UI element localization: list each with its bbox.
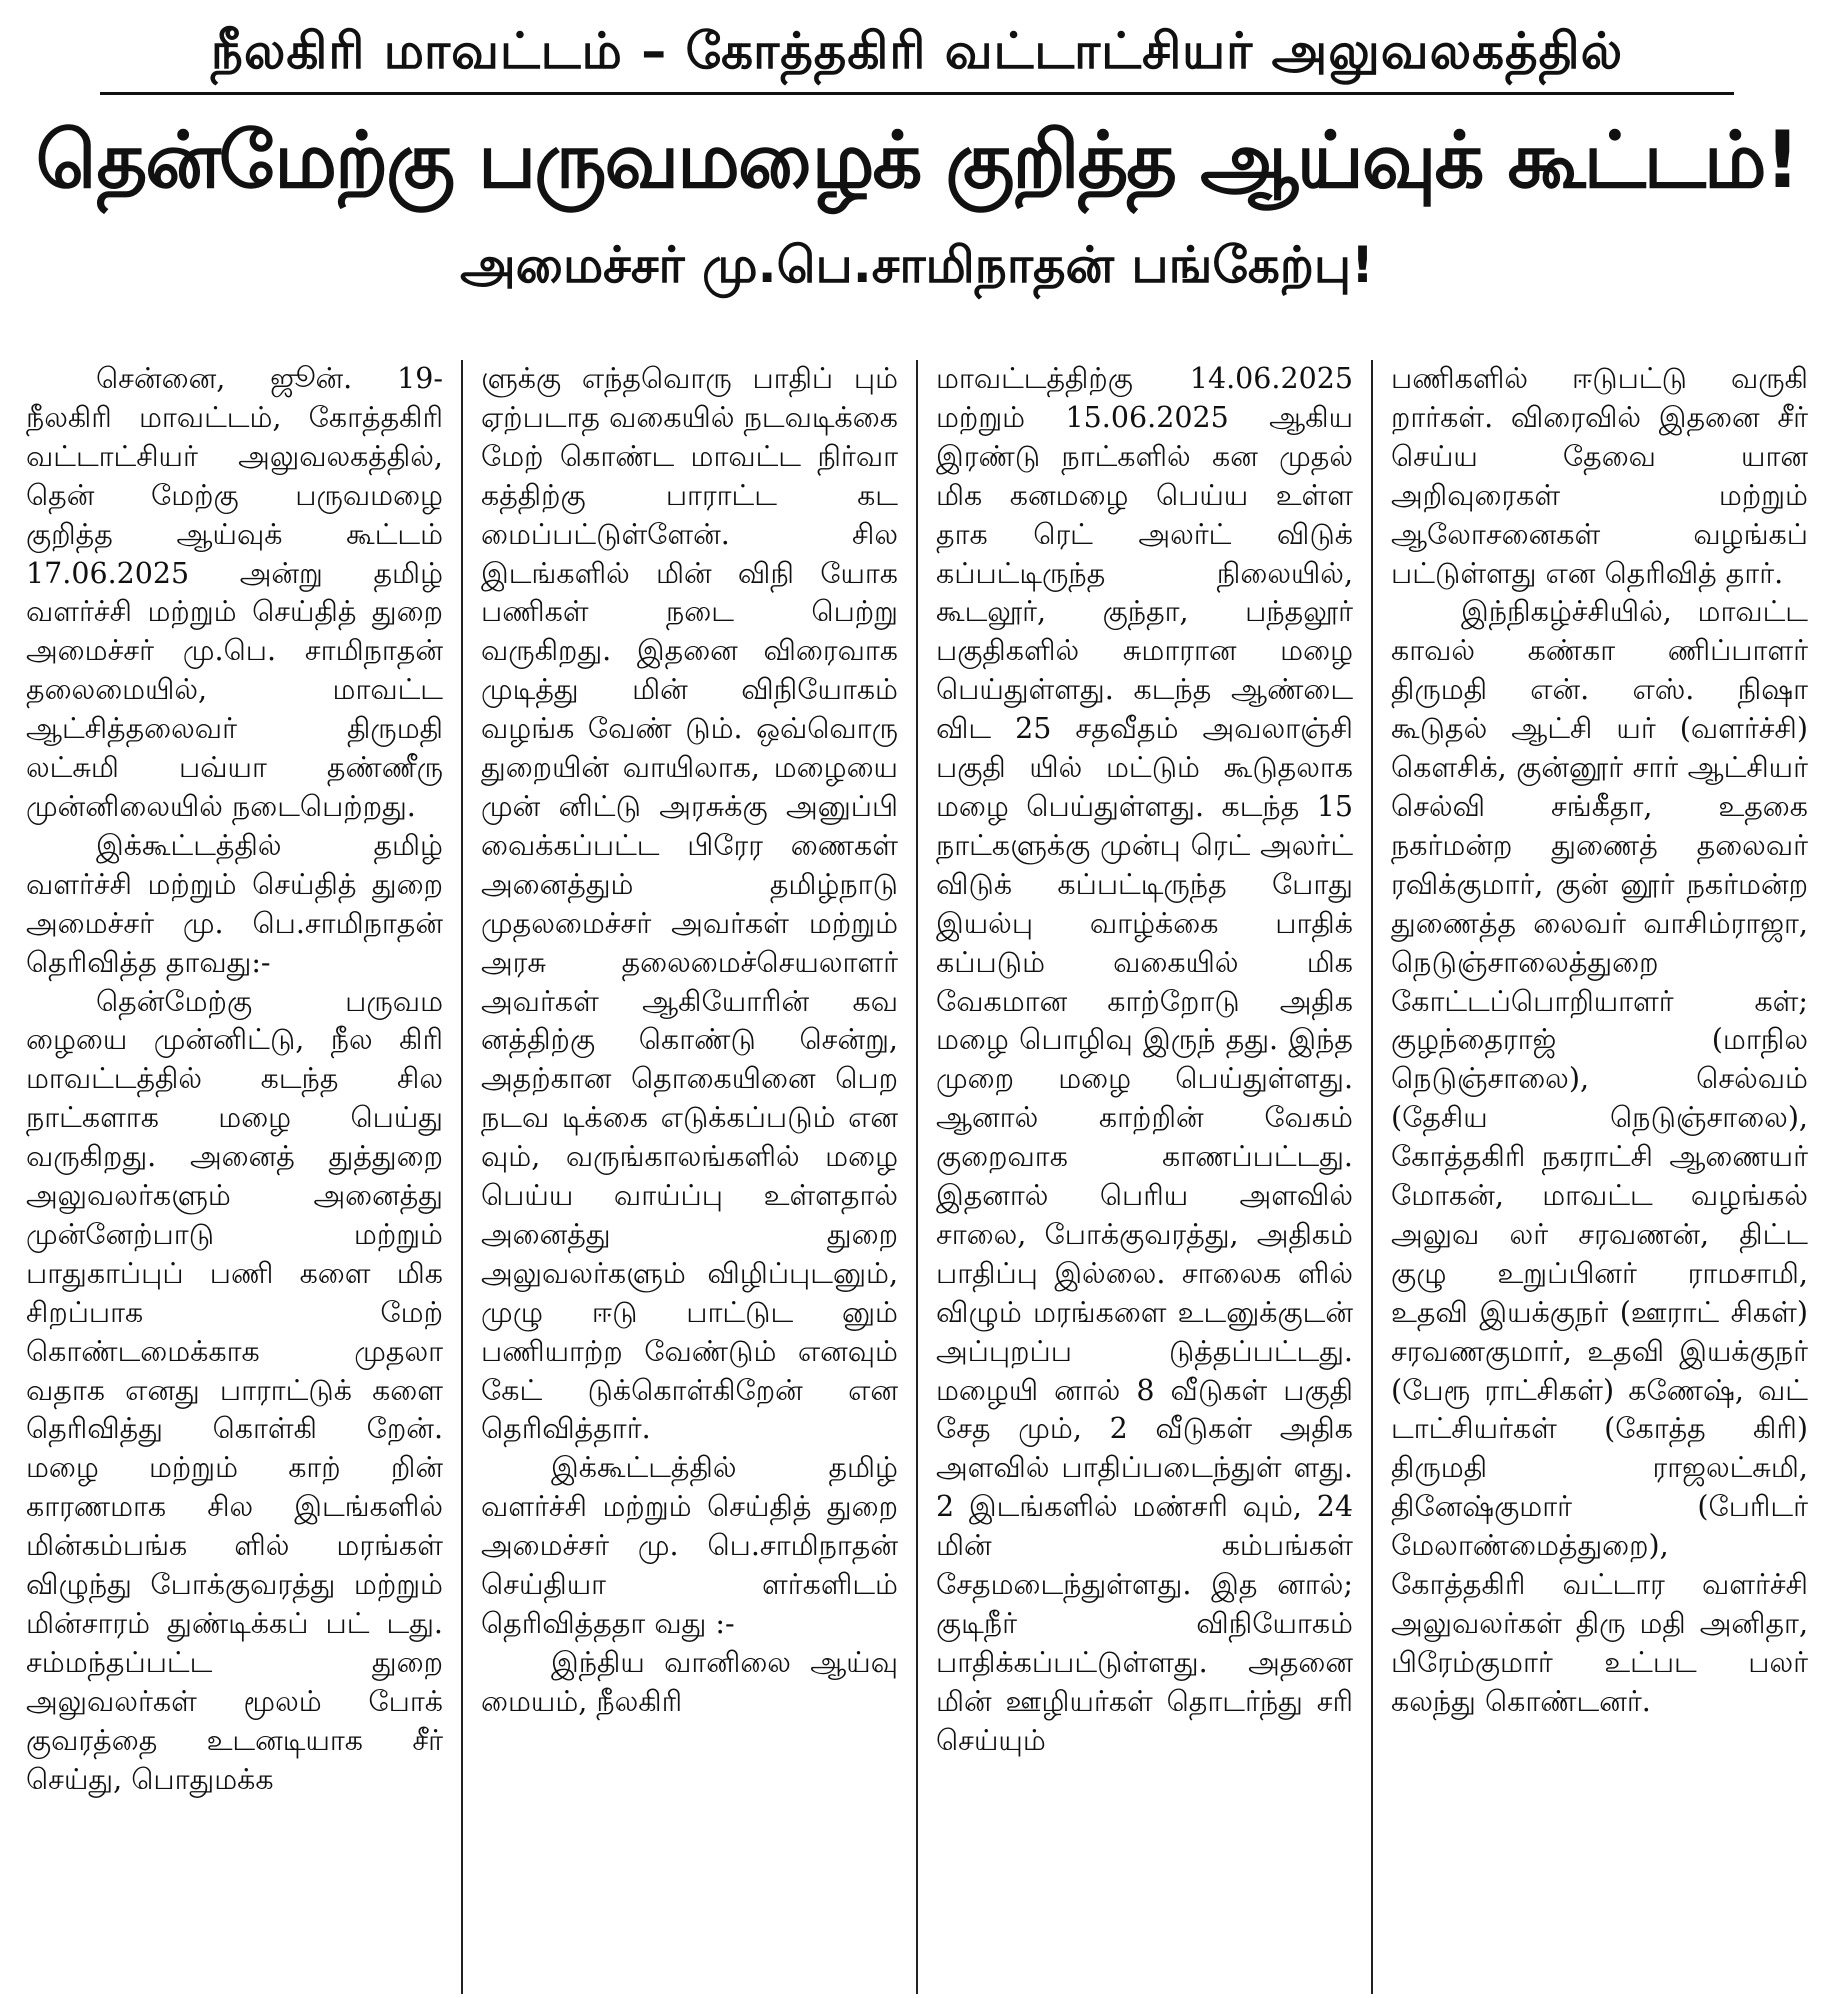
paragraph: இக்கூட்டத்தில் தமிழ் வளர்ச்சி மற்றும் செய்தித் துறை அமைச்சர் மு. பெ.சாமிநாதன் தெரிவித்த தாவது:- bbox=[26, 828, 443, 979]
paragraph: தென்மேற்கு பருவம ழையை முன்னிட்டு, நீல கிரி மாவட்டத்தில் கடந்த சில நாட்களாக மழை பெய்து வருகிறது. அனைத் துத்துறை அலுவலர்களும் அனைத்து முன்னேற்பாடு மற்றும் பாதுகாப்புப் பணி களை மிக சிறப்பாக மேற் கொண்டமைக்காக முதலா வதாக எனது பாராட்டுக் களை தெரிவித்து கொள்கி றேன். மழை மற்றும் காற் றின் காரணமாக சில இடங்களில் மின்கம்பங்க ளில் மரங்கள் விழுந்து போக்குவரத்து மற்றும் மின்சாரம் துண்டிக்கப் பட் டது. சம்மந்தப்பட்ட துறை அலுவலர்கள் மூலம் போக் குவரத்தை உடனடியாக சீர் செய்து, பொதுமக்க bbox=[26, 984, 443, 1796]
paragraph: இந்திய வானிலை ஆய்வு மையம், நீலகிரி bbox=[481, 1645, 898, 1718]
paragraph: சென்னை, ஜூன். 19- நீலகிரி மாவட்டம், கோத்தகிரி வட்டாட்சியர் அலுவலகத்தில், தென் மேற்கு பருவமழை குறித்த ஆய்வுக் கூட்டம் 17.06.2025 அன்று தமிழ் வளர்ச்சி மற்றும் செய்தித் துறை அமைச்சர் மு.பெ. சாமிநாதன் தலைமையில், மாவட்ட ஆட்சித்தலைவர் திருமதி லட்சுமி பவ்யா தண்ணீரு முன்னிலையில் நடைபெற்றது. bbox=[26, 362, 443, 823]
article-column-2 bbox=[463, 360, 918, 1994]
subheadline: அமைச்சர் மு.பெ.சாமிநாதன் பங்கேற்பு! bbox=[460, 236, 1374, 294]
kicker-divider bbox=[100, 92, 1734, 95]
paragraph: இக்கூட்டத்தில் தமிழ் வளர்ச்சி மற்றும் செய்தித் துறை அமைச்சர் மு. பெ.சாமிநாதன் செய்தியா ளர்களிடம் தெரிவித்ததா வது :- bbox=[481, 1451, 898, 1640]
paragraph: மாவட்டத்திற்கு 14.06.2025 மற்றும் 15.06.2025 ஆகிய இரண்டு நாட்களில் கன முதல் மிக கனமழை பெய்ய உள்ள தாக ரெட் அலர்ட் விடுக் கப்பட்டிருந்த நிலையில், கூடலூர், குந்தா, பந்தலூர் பகுதிகளில் சுமாரான மழை பெய்துள்ளது. கடந்த ஆண்டை விட 25 சதவீதம் அவலாஞ்சி பகுதி யில் மட்டும் கூடுதலாக மழை பெய்துள்ளது. கடந்த 15 நாட்களுக்கு முன்பு ரெட் அலர்ட் விடுக் கப்பட்டிருந்த போது இயல்பு வாழ்க்கை பாதிக் கப்படும் வகையில் மிக வேகமான காற்றோடு அதிக மழை பொழிவு இருந் தது. இந்த முறை மழை பெய்துள்ளது. ஆனால் காற்றின் வேகம் குறைவாக காணப்பட்டது. இதனால் பெரிய அளவில் சாலை, போக்குவரத்து, அதிகம் பாதிப்பு இல்லை. சாலைக ளில் விழும் மரங்களை உடனுக்குடன் அப்புறப்ப டுத்தப்பட்டது. மழையி னால் 8 வீடுகள் பகுதி சேத மும், 2 வீடுகள் அதிக அளவில் பாதிப்படைந்துள் ளது. 2 இடங்களில் மண்சரி வும், 24 மின் கம்பங்கள் சேதமடைந்துள்ளது. இத னால்; குடிநீர் விநியோகம் பாதிக்கப்பட்டுள்ளது. அதனை மின் ஊழியர்கள் தொடர்ந்து சரி செய்யும் bbox=[936, 362, 1353, 1757]
article-column-4 bbox=[1373, 360, 1826, 1994]
article-body bbox=[8, 360, 1826, 1994]
paragraph: இந்நிகழ்ச்சியில், மாவட்ட காவல் கண்கா ணிப்பாளர் திருமதி என். எஸ். நிஷா கூடுதல் ஆட்சி யர் (வளர்ச்சி) கௌசிக், குன்னூர் சார் ஆட்சியர் செல்வி சங்கீதா, உதகை நகர்மன்ற துணைத் தலைவர் ரவிக்குமார், குன் னூர் நகர்மன்ற துணைத்த லைவர் வாசிம்ராஜா, நெடுஞ்சாலைத்துறை கோட்டப்பொறியாளர் கள்; குழந்தைராஜ் (மாநில நெடுஞ்சாலை), செல்வம் (தேசிய நெடுஞ்சாலை), கோத்தகிரி நகராட்சி ஆணையர் மோகன், மாவட்ட வழங்கல் அலுவ லர் சரவணன், திட்ட குழு உறுப்பினர் ராமசாமி, உதவி இயக்குநர் (ஊராட் சிகள்) சரவணகுமார், உதவி இயக்குநர் (பேரூ ராட்சிகள்) கணேஷ், வட் டாட்சியர்கள் (கோத்த கிரி) திருமதி ராஜலட்சுமி, தினேஷ்குமார் (பேரிடர் மேலாண்மைத்துறை), கோத்தகிரி வட்டார வளர்ச்சி அலுவலர்கள் திரு மதி அனிதா, பிரேம்குமார் உட்பட பலர் கலந்து கொண்டனர். bbox=[1391, 595, 1808, 1718]
article-column-3 bbox=[918, 360, 1373, 1994]
headline: தென்மேற்கு பருவமழைக் குறித்த ஆய்வுக் கூட்டம்! bbox=[35, 116, 1799, 206]
article-column-1 bbox=[8, 360, 463, 1994]
paragraph: ளுக்கு எந்தவொரு பாதிப் பும் ஏற்படாத வகையில் நடவடிக்கை மேற் கொண்ட மாவட்ட நிர்வா கத்திற்கு பாராட்ட கட மைப்பட்டுள்ளேன். சில இடங்களில் மின் விநி யோக பணிகள் நடை பெற்று வருகிறது. இதனை விரைவாக முடித்து மின் விநியோகம் வழங்க வேண் டும். ஒவ்வொரு துறையின் வாயிலாக, மழையை முன் னிட்டு அரசுக்கு அனுப்பி வைக்கப்பட்ட பிரேர ணைகள் அனைத்தும் தமிழ்நாடு முதலமைச்சர் அவர்கள் மற்றும் அரசு தலைமைச்செயலாளர் அவர்கள் ஆகியோரின் கவ னத்திற்கு கொண்டு சென்று, அதற்கான தொகையினை பெற நடவ டிக்கை எடுக்கப்படும் என வும், வருங்காலங்களில் மழை பெய்ய வாய்ப்பு உள்ளதால் அனைத்து துறை அலுவலர்களும் விழிப்புடனும், முழு ஈடு பாட்டுட னும் பணியாற்ற வேண்டும் எனவும் கேட் டுக்கொள்கிறேன் என தெரிவித்தார். bbox=[481, 362, 898, 1446]
kicker-line: நீலகிரி மாவட்டம் – கோத்தகிரி வட்டாட்சியர் அலுவலகத்தில் bbox=[210, 22, 1624, 80]
paragraph: பணிகளில் ஈடுபட்டு வருகி றார்கள். விரைவில் இதனை சீர் செய்ய தேவை யான அறிவுரைகள் மற்றும் ஆலோசனைகள் வழங்கப் பட்டுள்ளது என தெரிவித் தார். bbox=[1391, 362, 1808, 590]
